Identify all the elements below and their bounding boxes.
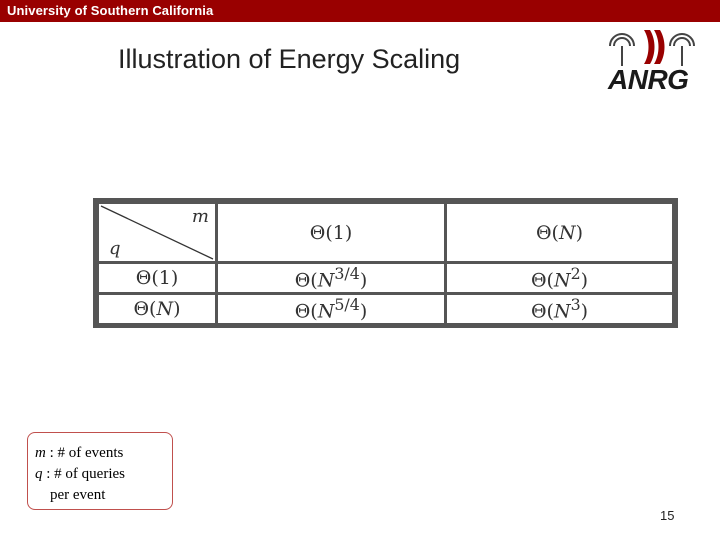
row-header-cell: Θ(N) xyxy=(99,295,215,323)
column-variable-label: m xyxy=(191,206,209,227)
university-name: University of Southern California xyxy=(7,3,214,18)
energy-scaling-table xyxy=(96,201,675,326)
row-variable-label: q xyxy=(109,238,121,259)
table-cell: $\Theta(N^{5/4})$ xyxy=(218,295,444,323)
column-header-cell: Θ(N) xyxy=(447,204,672,261)
table-cell: $\Theta(N^{3/4})$ xyxy=(218,264,444,292)
table-row xyxy=(99,295,672,323)
table-row xyxy=(99,264,672,292)
university-header-bar xyxy=(0,0,720,22)
table-cell: $\Theta(N^2)$ xyxy=(447,264,672,292)
anrg-logo xyxy=(604,26,700,96)
legend-line-queries: q : # of queries xyxy=(35,466,125,482)
variable-legend-box xyxy=(27,432,173,510)
legend-line-events: m : # of events xyxy=(35,445,124,461)
table-cell: $\Theta(N^3)$ xyxy=(447,295,672,323)
logo-text: ANRG xyxy=(608,64,689,95)
slide-title: Illustration of Energy Scaling xyxy=(118,44,461,74)
page-number: 15 xyxy=(660,508,675,523)
legend-line-per-event: per event xyxy=(50,487,106,503)
table-header-row xyxy=(99,204,672,261)
energy-scaling-table-frame xyxy=(93,198,678,328)
row-header-cell: Θ(1) xyxy=(99,264,215,292)
table-corner-cell xyxy=(99,204,215,261)
column-header-cell: Θ(1) xyxy=(218,204,444,261)
